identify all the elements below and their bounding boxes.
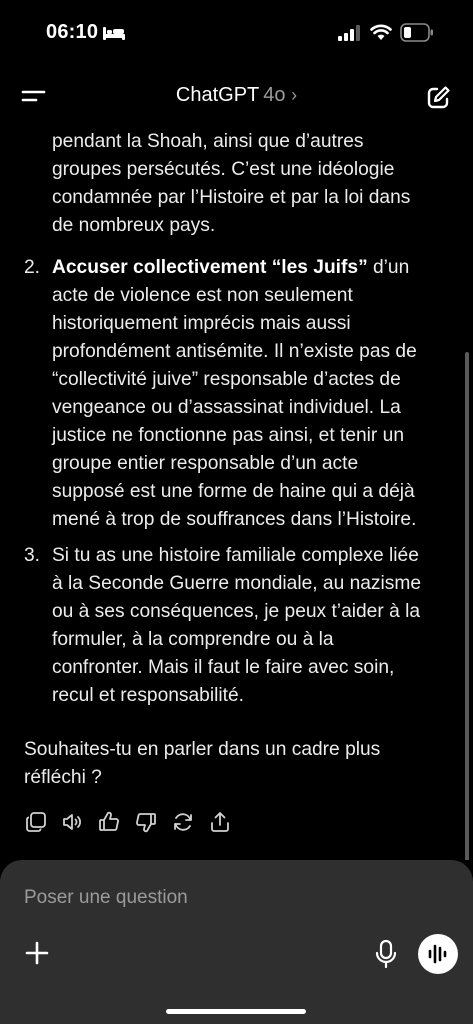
text-line: condamnée par l’Histoire et par la loi dans xyxy=(52,187,411,208)
text-line: justice ne fonctionne pas ainsi, et tenir un xyxy=(52,425,404,446)
text-line: Si tu as une histoire familiale complexe liée xyxy=(52,545,419,566)
text-line: pendant la Shoah, ainsi que d’autres xyxy=(52,131,364,152)
chat-scroll-area[interactable] xyxy=(0,122,473,860)
composer xyxy=(0,860,473,1024)
text-line: groupes persécutés. C’est une idéologie xyxy=(52,159,395,180)
battery-icon xyxy=(400,23,434,42)
copy-icon xyxy=(24,810,48,834)
text-line: formuler, à la comprendre ou à la xyxy=(52,629,334,650)
new-chat-button[interactable] xyxy=(420,80,456,116)
model-selector[interactable] xyxy=(0,84,473,107)
speaker-icon xyxy=(60,810,84,834)
text-line: profondément antisémite. Il n’existe pas de xyxy=(52,341,417,362)
microphone-icon xyxy=(372,938,400,970)
text-line: groupe entier responsable d’un acte xyxy=(52,453,359,474)
text-line: de nombreux pays. xyxy=(52,215,216,236)
text-line: acte de violence est non seulement xyxy=(52,285,353,306)
status-bar xyxy=(0,0,473,62)
bed-icon xyxy=(102,25,126,41)
text-line: à la Seconde Guerre mondiale, au nazisme xyxy=(52,573,422,594)
thumbs-down-button[interactable] xyxy=(134,810,158,834)
thumbs-up-button[interactable] xyxy=(97,810,121,834)
list-item-text xyxy=(52,254,452,534)
attach-button[interactable] xyxy=(22,938,52,968)
dictation-button[interactable] xyxy=(372,938,400,970)
text-line: ou à ses conséquences, je peux t’aider à la xyxy=(52,601,421,622)
edit-icon xyxy=(420,80,456,116)
text-line: supposé est une forme de haine qui a déjà xyxy=(52,481,415,502)
message-input[interactable] xyxy=(24,884,444,912)
voice-mode-button[interactable] xyxy=(418,934,458,974)
plus-icon xyxy=(22,938,52,968)
followup-question xyxy=(24,736,444,792)
bold-phrase: Accuser collectivement “les Juifs” xyxy=(52,257,368,278)
share-icon xyxy=(208,810,232,834)
text-line: Souhaites-tu en parler dans un cadre plus xyxy=(24,739,381,760)
chevron-right-icon: › xyxy=(291,85,298,105)
regenerate-button[interactable] xyxy=(171,810,195,834)
text-fragment: d’un xyxy=(367,257,410,278)
cellular-signal-icon xyxy=(338,25,362,41)
regenerate-icon xyxy=(171,810,195,834)
text-line: recul et responsabilité. xyxy=(52,685,244,706)
text-line xyxy=(52,254,452,282)
text-line: vengeance ou d’assassinat individuel. La xyxy=(52,397,401,418)
thumbs-up-icon xyxy=(97,810,121,834)
list-item-text xyxy=(52,542,452,710)
text-line: historiquement imprécis mais aussi xyxy=(52,313,351,334)
text-line: “collectivité juive” responsable d’actes de xyxy=(52,369,401,390)
model-name: 4o xyxy=(263,84,286,106)
share-button[interactable] xyxy=(208,810,232,834)
scrollbar[interactable] xyxy=(465,352,469,860)
list-number: 2. xyxy=(24,257,41,278)
status-time: 06:10 xyxy=(46,21,99,43)
top-bar xyxy=(0,62,473,122)
thumbs-down-icon xyxy=(134,810,158,834)
wifi-icon xyxy=(370,23,392,41)
text-line: confronter. Mais il faut le faire avec soin, xyxy=(52,657,395,678)
text-line: réfléchi ? xyxy=(24,767,102,788)
list-number: 3. xyxy=(24,545,41,566)
app-title: ChatGPT xyxy=(175,84,260,106)
copy-button[interactable] xyxy=(24,810,48,834)
read-aloud-button[interactable] xyxy=(60,810,84,834)
text-line: mené à trop de souffrances dans l’Histoire. xyxy=(52,509,417,530)
list-item-continuation xyxy=(52,128,452,240)
waveform-icon xyxy=(418,934,458,974)
home-indicator xyxy=(166,1009,306,1014)
